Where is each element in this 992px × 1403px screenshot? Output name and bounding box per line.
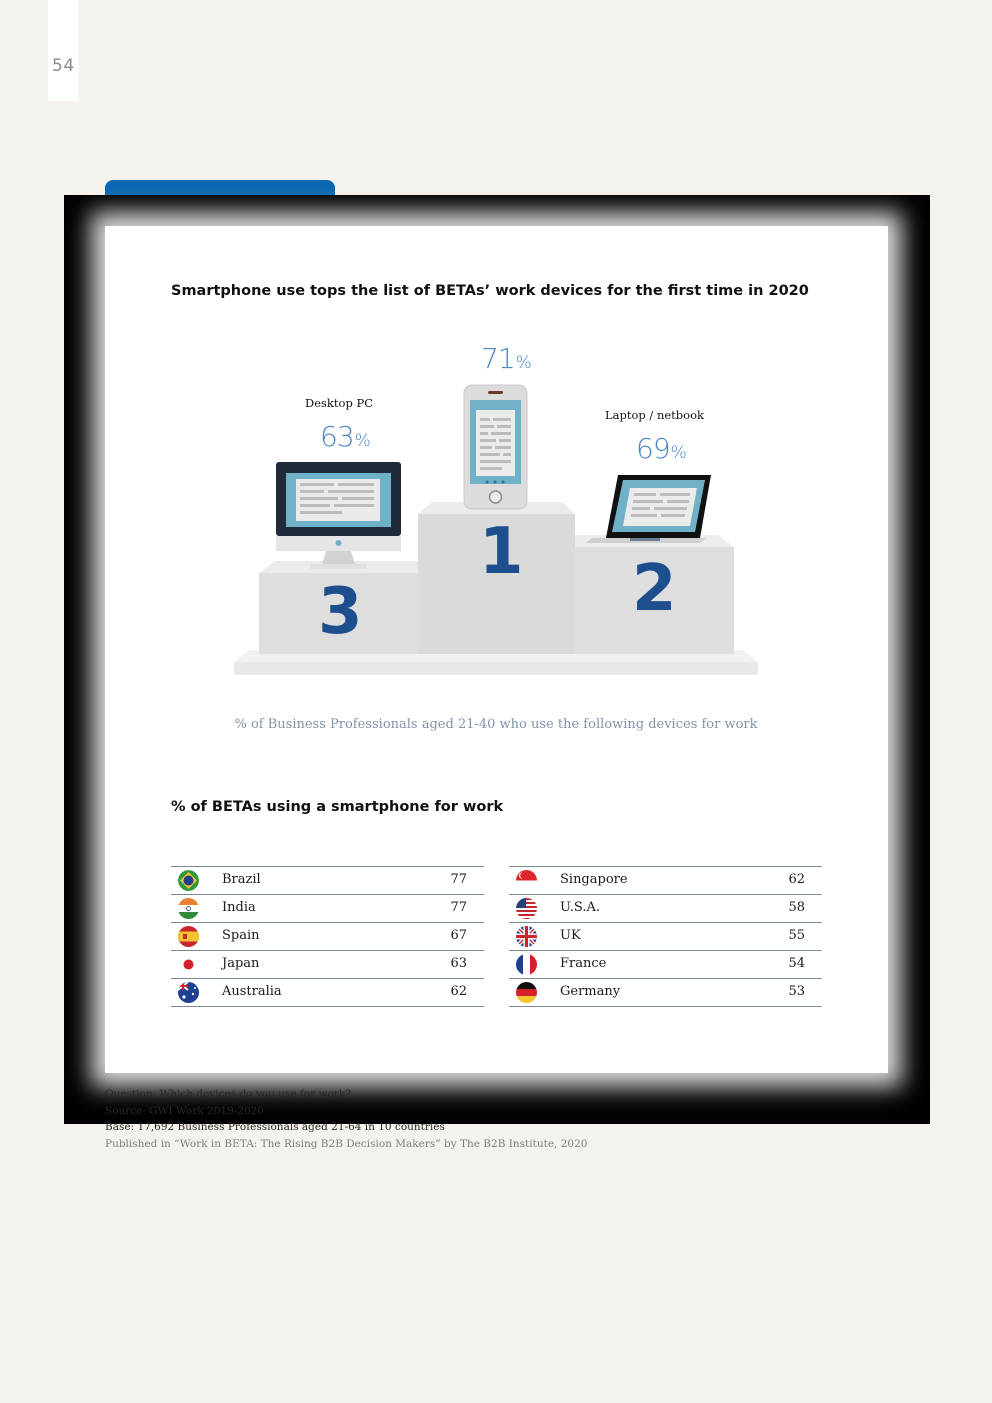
country-name: Brazil bbox=[222, 872, 261, 887]
podium-base bbox=[234, 662, 758, 675]
table-row bbox=[171, 979, 484, 1007]
country-value: 54 bbox=[788, 956, 805, 971]
footer-published: Published in “Work in BETA: The Rising B2B Decision Makers” by The B2B Institute, 2020 bbox=[105, 1137, 588, 1150]
laptop-label: Laptop / netbook bbox=[605, 408, 704, 422]
footer-base: Base: 17,692 Business Professionals aged 21-64 in 10 countries bbox=[105, 1121, 445, 1133]
table-row bbox=[171, 923, 484, 951]
table-row bbox=[171, 951, 484, 979]
germany-flag-icon bbox=[516, 982, 537, 1003]
australia-flag-icon bbox=[178, 982, 199, 1003]
footer-question: Question: Which devices do you use for work? bbox=[105, 1088, 351, 1100]
podium-illustration bbox=[220, 330, 780, 680]
france-flag-icon bbox=[516, 954, 537, 975]
country-value: 62 bbox=[450, 984, 467, 999]
country-value: 58 bbox=[788, 900, 805, 915]
brazil-flag-icon bbox=[178, 870, 199, 891]
laptop-icon bbox=[586, 475, 711, 543]
country-value: 62 bbox=[788, 872, 805, 887]
country-name: Japan bbox=[222, 956, 260, 971]
uk-flag-icon bbox=[516, 926, 537, 947]
rank-third: 3 bbox=[318, 575, 363, 649]
country-name: Spain bbox=[222, 928, 260, 943]
country-name: India bbox=[222, 900, 256, 915]
smartphone-percent: 71% bbox=[481, 342, 531, 375]
country-name: France bbox=[560, 956, 607, 971]
page-tab bbox=[48, 0, 79, 101]
country-value: 77 bbox=[450, 900, 467, 915]
infographic-title: Smartphone use tops the list of BETAs’ work devices for the first time in 2020 bbox=[171, 283, 809, 299]
country-value: 55 bbox=[788, 928, 805, 943]
footer-notes bbox=[105, 1086, 587, 1152]
infographic-note: % of Business Professionals aged 21-40 who use the following devices for work bbox=[234, 717, 758, 732]
table-row bbox=[509, 951, 822, 979]
usa-flag-icon bbox=[516, 898, 537, 919]
japan-flag-icon bbox=[178, 954, 199, 975]
table-row bbox=[171, 895, 484, 923]
page-number: 54 bbox=[52, 56, 75, 76]
country-name: Singapore bbox=[560, 872, 628, 887]
singapore-flag-icon bbox=[516, 870, 537, 891]
table-row bbox=[171, 867, 484, 895]
desktop-percent: 63% bbox=[320, 420, 370, 453]
country-name: UK bbox=[560, 928, 581, 943]
desktop-label: Desktop PC bbox=[305, 396, 373, 410]
rank-second: 2 bbox=[632, 552, 677, 626]
country-table-left bbox=[171, 866, 484, 1007]
country-value: 63 bbox=[450, 956, 467, 971]
desktop-monitor-icon bbox=[276, 462, 401, 569]
table-title: % of BETAs using a smartphone for work bbox=[171, 799, 504, 815]
table-row bbox=[509, 979, 822, 1007]
table-row bbox=[509, 895, 822, 923]
spain-flag-icon bbox=[178, 926, 199, 947]
country-name: Australia bbox=[222, 984, 282, 999]
country-value: 77 bbox=[450, 872, 467, 887]
laptop-percent: 69% bbox=[636, 432, 686, 465]
table-row bbox=[509, 923, 822, 951]
smartphone-icon bbox=[464, 385, 527, 509]
rank-first: 1 bbox=[479, 515, 524, 589]
footer-source: Source: GWI Work 2019-2020 bbox=[105, 1104, 265, 1117]
table-row bbox=[509, 867, 822, 895]
country-value: 67 bbox=[450, 928, 467, 943]
country-value: 53 bbox=[788, 984, 805, 999]
country-name: Germany bbox=[560, 984, 621, 999]
country-name: U.S.A. bbox=[560, 900, 600, 915]
india-flag-icon bbox=[178, 898, 199, 919]
country-table-right bbox=[509, 866, 822, 1007]
